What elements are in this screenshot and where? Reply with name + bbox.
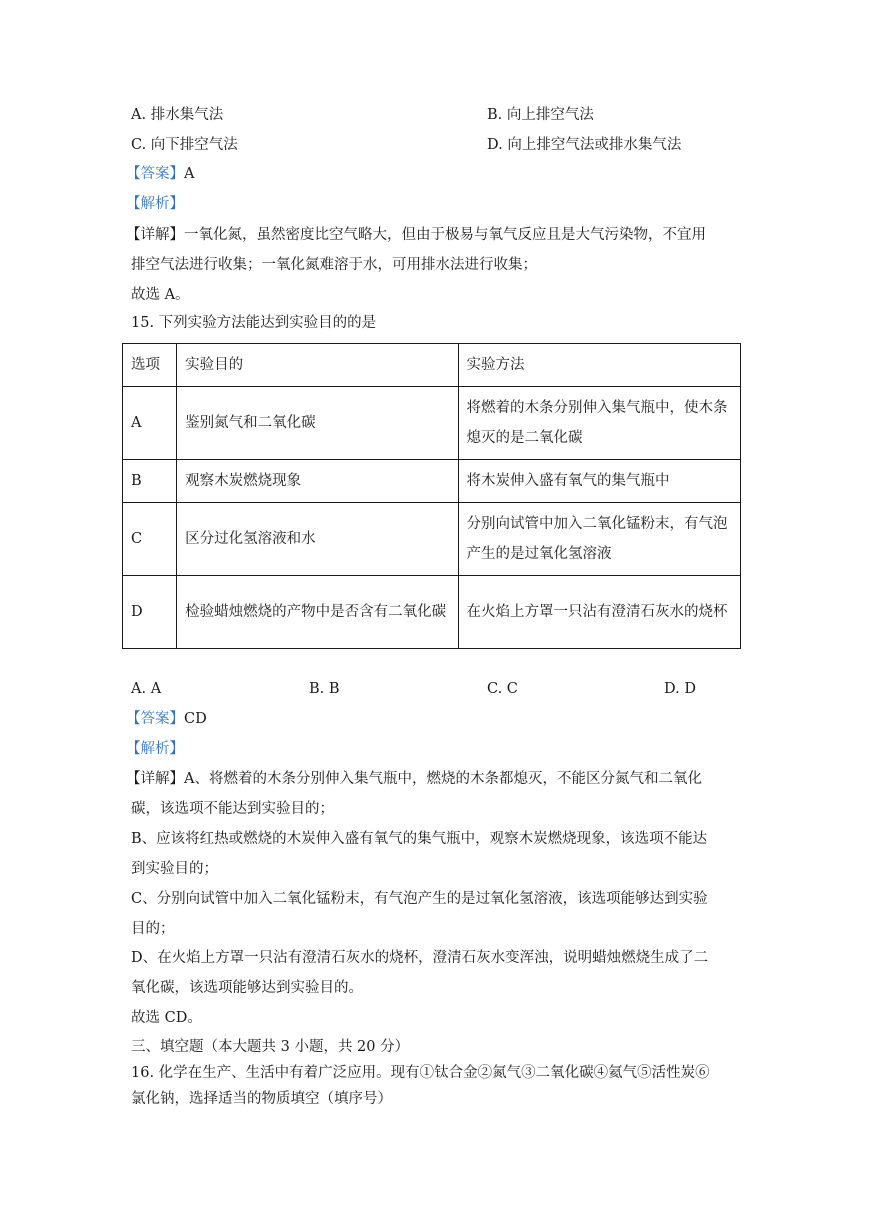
- row-option: A: [123, 387, 177, 460]
- q14-answer: [126, 164, 194, 184]
- q14-option-b: B. 向上排空气法: [487, 107, 594, 123]
- table-header-row: [123, 344, 741, 387]
- answer-value: CD: [184, 711, 207, 727]
- answer-tag: 【答案】: [126, 711, 184, 727]
- detail-text: A、将燃着的木条分别伸入集气瓶中，燃烧的木条都熄灭，不能区分氮气和二氧化: [184, 771, 702, 787]
- detail-text: 一氧化氮，虽然密度比空气略大，但由于极易与氧气反应且是大气污染物，不宜用: [184, 227, 706, 243]
- q16-stem-line-2: 氯化钠，选择适当的物质填空（填序号）: [131, 1091, 392, 1107]
- answer-tag: 【答案】: [126, 166, 184, 182]
- table-row: [123, 576, 741, 649]
- header-method: 实验方法: [458, 344, 740, 387]
- q15-stem: 15. 下列实验方法能达到实验目的的是: [131, 315, 377, 331]
- row-method: 将燃着的木条分别伸入集气瓶中，使木条熄灭的是二氧化碳: [458, 387, 740, 460]
- table-row: [123, 387, 741, 460]
- row-method: 将木炭伸入盛有氧气的集气瓶中: [458, 460, 740, 503]
- row-goal: 检验蜡烛燃烧的产物中是否含有二氧化碳: [177, 576, 458, 649]
- q15-detail-line-3: B、应该将红热或燃烧的木炭伸入盛有氧气的集气瓶中，观察木炭燃烧现象，该选项不能达: [131, 831, 708, 847]
- detail-tag: 【详解】: [126, 771, 184, 787]
- row-goal: 鉴别氮气和二氧化碳: [177, 387, 458, 460]
- section-heading: 三、填空题（本大题共 3 小题，共 20 分）: [131, 1039, 410, 1055]
- q15-conclusion: 故选 CD。: [131, 1010, 202, 1026]
- row-option: C: [123, 503, 177, 576]
- q15-detail-line-6: 目的；: [131, 921, 175, 937]
- q15-detail-line-5: C、分别向试管中加入二氧化锰粉末，有气泡产生的是过氧化氢溶液，该选项能够达到实验: [131, 891, 708, 907]
- row-option: D: [123, 576, 177, 649]
- q16-stem-line-1: 16. 化学在生产、生活中有着广泛应用。现有①钛合金②氮气③二氧化碳④氦气⑤活性炭⑥: [131, 1065, 710, 1081]
- q15-answer: [126, 709, 207, 729]
- q15-option-b: B. B: [309, 681, 340, 697]
- answer-value: A: [184, 166, 195, 182]
- q14-option-d: D. 向上排空气法或排水集气法: [487, 137, 682, 153]
- row-goal: 观察木炭燃烧现象: [177, 460, 458, 503]
- q15-detail-line-4: 到实验目的；: [131, 861, 218, 877]
- row-goal: 区分过化氢溶液和水: [177, 503, 458, 576]
- q15-option-a: A. A: [131, 681, 162, 697]
- table-row: [123, 503, 741, 576]
- detail-tag: 【详解】: [126, 227, 184, 243]
- q15-detail-line-2: 碳，该选项不能达到实验目的；: [131, 801, 334, 817]
- row-option: B: [123, 460, 177, 503]
- q15-detail-line-1: [126, 769, 702, 789]
- q15-analysis-tag: 【解析】: [126, 741, 184, 757]
- q15-detail-line-7: D、在火焰上方罩一只沾有澄清石灰水的烧杯，澄清石灰水变浑浊，说明蜡烛燃烧生成了二: [131, 950, 709, 966]
- q14-detail-line-2: 排空气法进行收集；一氧化氮难溶于水，可用排水法进行收集；: [131, 257, 537, 273]
- q14-detail-line-1: [126, 225, 706, 245]
- q15-table: [122, 343, 741, 649]
- q14-conclusion: 故选 A。: [131, 287, 190, 303]
- q14-option-c: C. 向下排空气法: [131, 137, 238, 153]
- q14-analysis-tag: 【解析】: [126, 196, 184, 212]
- q15-option-c: C. C: [487, 681, 518, 697]
- q15-detail-line-8: 氧化碳，该选项能够达到实验目的。: [131, 980, 363, 996]
- q15-option-d: D. D: [664, 681, 696, 697]
- header-goal: 实验目的: [177, 344, 458, 387]
- row-method: 在火焰上方罩一只沾有澄清石灰水的烧杯: [458, 576, 740, 649]
- table-row: [123, 460, 741, 503]
- header-option: 选项: [123, 344, 177, 387]
- q14-option-a: A. 排水集气法: [131, 107, 224, 123]
- row-method: 分别向试管中加入二氧化锰粉末，有气泡产生的是过氧化氢溶液: [458, 503, 740, 576]
